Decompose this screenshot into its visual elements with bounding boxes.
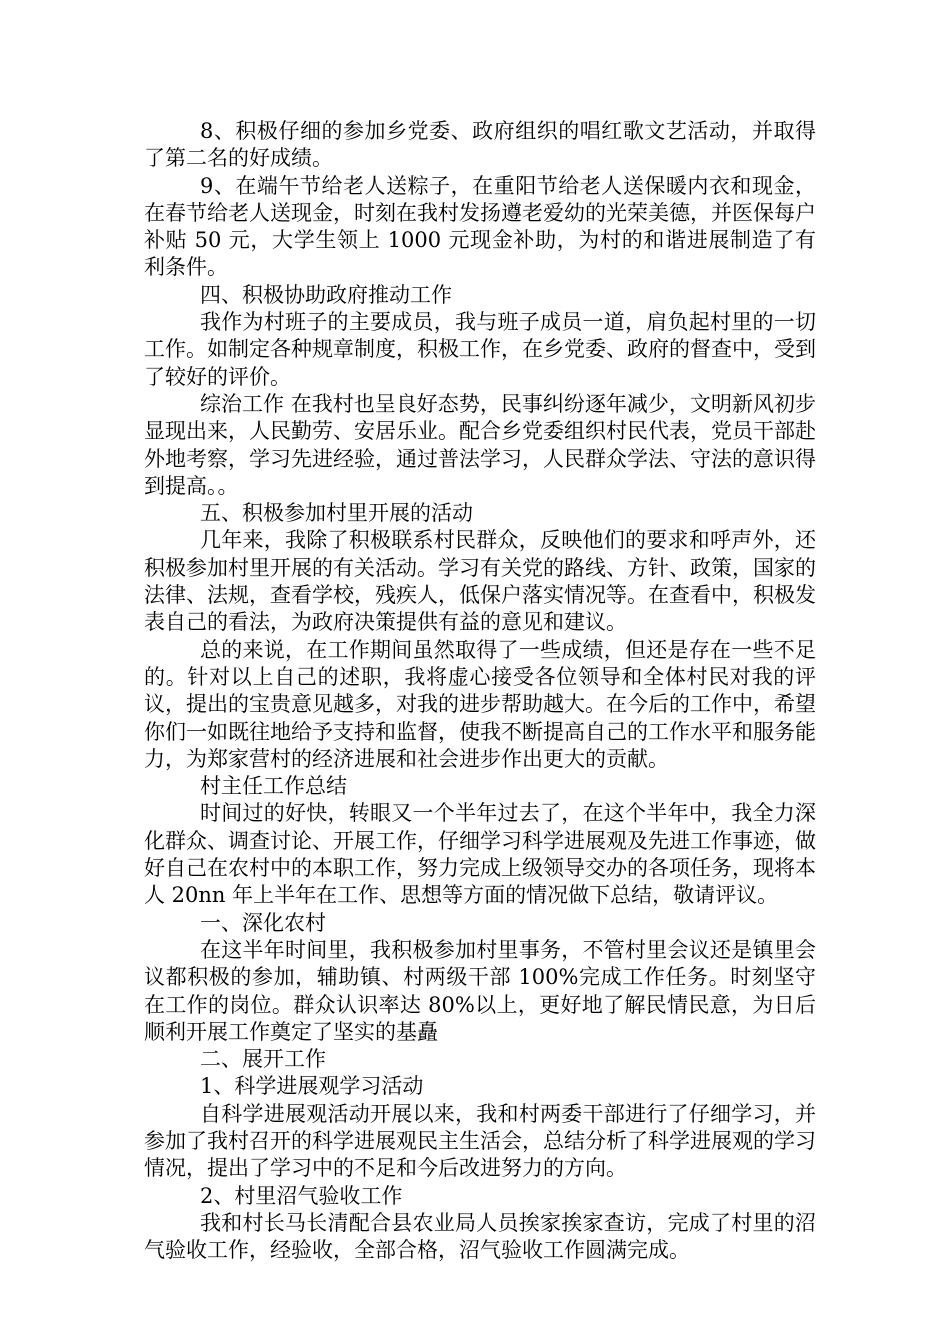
paragraph-biogas-acceptance: 我和村长马长清配合县农业局人员挨家挨家查访，完成了村里的沼气验收工作，经验收，全部合格，沼气验收工作圆满完成。 xyxy=(144,1210,816,1263)
paragraph-study-activity: 自科学进展观活动开展以来，我和村两委干部进行了仔细学习，并参加了我村召开的科学进展观民主生活会，总结分析了科学进展观的学习情况，提出了学习中的不足和今后改进努力的方向。 xyxy=(144,1101,816,1181)
section-heading-2: 二、展开工作 xyxy=(200,1047,326,1072)
paragraph-public-security: 综治工作 在我村也呈良好态势，民事纠纷逐年减少，文明新风初步显现出来，人民勤劳、安居乐业。配合乡党委组织村民代表，党员干部赴外地考察，学习先进经验，通过普法学习，人民群众学法、守法的意识得到提高。。 xyxy=(144,391,816,498)
subheading-biogas-acceptance: 2、村里沼气验收工作 xyxy=(200,1183,403,1208)
subheading-study-activity: 1、科学进展观学习活动 xyxy=(200,1074,424,1099)
paragraph-village-work: 我作为村班子的主要成员，我与班子成员一道，肩负起村里的一切工作。如制定各种规章制度，积极工作，在乡党委、政府的督查中，受到了较好的评价。 xyxy=(144,310,816,389)
document-title: 村主任工作总结 xyxy=(200,774,347,799)
document-body xyxy=(144,118,816,1264)
section-heading-4: 四、积极协助政府推动工作 xyxy=(200,282,452,307)
paragraph-conclusion: 总的来说，在工作期间虽然取得了一些成绩，但还是存在一些不足的。针对以上自己的述职，我将虚心接受各位领导和全体村民对我的评议，提出的宝贵意见越多，对我的进步帮助越大。在今后的工作中，希望你们一如既往地给予支持和监督，使我不断提高自己的工作水平和服务能力，为郑家营村的经济进展和社会进步作出更大的贡献。 xyxy=(144,637,816,771)
paragraph-item-8: 8、积极仔细的参加乡党委、政府组织的唱红歌文艺活动，并取得了第二名的好成绩。 xyxy=(144,119,816,171)
section-heading-5: 五、积极参加村里开展的活动 xyxy=(200,501,473,526)
paragraph-item-9: 9、在端午节给老人送粽子，在重阳节给老人送保暖内衣和现金，在春节给老人送现金，时刻在我村发扬遵老爱幼的光荣美德，并医保每户补贴 50 元，大学生领上 1000 元现金补助，为村的和谐进展制造了有利条件。 xyxy=(144,173,816,280)
section-heading-1: 一、深化农村 xyxy=(200,910,326,935)
paragraph-village-affairs: 在这半年时间里，我积极参加村里事务，不管村里会议还是镇里会议都积极的参加，辅助镇、村两级干部 100%完成工作任务。时刻坚守在工作的岗位。群众认识率达 80%以上，更好地了解民情民意，为日后顺利开展工作奠定了坚实的基矗 xyxy=(144,937,816,1044)
paragraph-intro: 时间过的好快，转眼又一个半年过去了，在这个半年中，我全力深化群众、调查讨论、开展工作，仔细学习科学进展观及先进工作事迹，做好自己在农村中的本职工作，努力完成上级领导交办的各项任务，现将本人 20nn 年上半年在工作、思想等方面的情况做下总结，敬请评议。 xyxy=(144,801,816,908)
paragraph-activities: 几年来，我除了积极联系村民群众，反映他们的要求和呼声外，还积极参加村里开展的有关活动。学习有关党的路线、方针、政策，国家的法律、法规，查看学校，残疾人，低保户落实情况等。在查看中，积极发表自己的看法，为政府决策提供有益的意见和建议。 xyxy=(144,528,816,635)
